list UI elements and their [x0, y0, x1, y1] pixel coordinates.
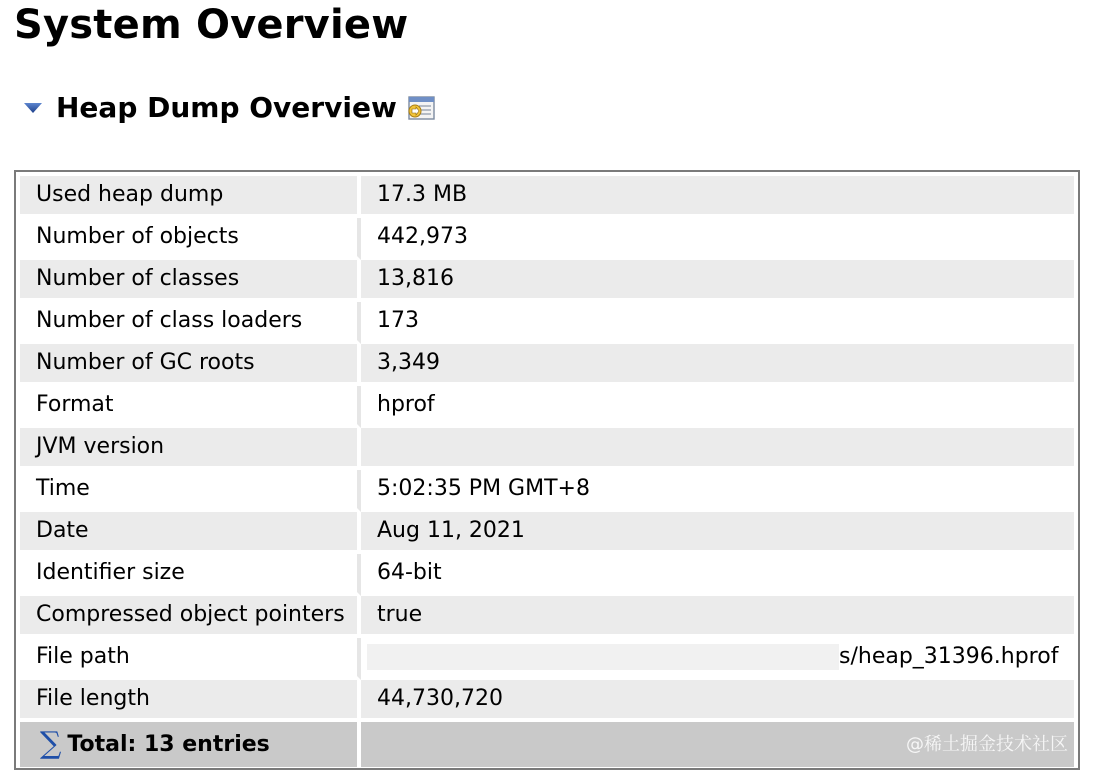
total-value-cell: [361, 722, 1074, 767]
page-title: System Overview: [14, 2, 409, 48]
row-value: true: [361, 596, 1074, 638]
table-row[interactable]: [20, 680, 1074, 722]
row-key: File path: [20, 638, 361, 680]
row-value: hprof: [361, 386, 1074, 428]
row-key: Number of GC roots: [20, 344, 361, 386]
table-row[interactable]: [20, 638, 1074, 680]
row-value: 3,349: [361, 344, 1074, 386]
sigma-icon: ∑: [40, 726, 62, 761]
table-row[interactable]: [20, 302, 1074, 344]
redacted-path: [367, 644, 839, 670]
table-row[interactable]: [20, 596, 1074, 638]
row-value: 13,816: [361, 260, 1074, 302]
row-key: File length: [20, 680, 361, 722]
row-value: Aug 11, 2021: [361, 512, 1074, 554]
row-value: 173: [361, 302, 1074, 344]
row-key: Number of class loaders: [20, 302, 361, 344]
table-row[interactable]: [20, 554, 1074, 596]
table-row[interactable]: [20, 344, 1074, 386]
row-value: 442,973: [361, 218, 1074, 260]
table-row[interactable]: [20, 470, 1074, 512]
export-details-icon[interactable]: [407, 94, 437, 122]
table-row[interactable]: [20, 176, 1074, 218]
row-key: Time: [20, 470, 361, 512]
watermark: @稀土掘金技术社区: [906, 733, 1068, 755]
section-title: Heap Dump Overview: [56, 91, 397, 124]
heap-dump-overview-header[interactable]: [20, 88, 437, 128]
row-value: 64-bit: [361, 554, 1074, 596]
table-row[interactable]: [20, 218, 1074, 260]
row-value: [361, 428, 1074, 470]
total-cell: [20, 722, 361, 767]
total-label: Total: 13 entries: [67, 732, 270, 757]
total-row: [20, 722, 1074, 767]
file-path-value: s/heap_31396.hprof: [839, 644, 1059, 669]
table-row[interactable]: [20, 512, 1074, 554]
row-key: Date: [20, 512, 361, 554]
row-value: 44,730,720: [361, 680, 1074, 722]
row-key: Identifier size: [20, 554, 361, 596]
row-value: [361, 638, 1074, 680]
table-row[interactable]: [20, 386, 1074, 428]
heap-dump-overview-table: [14, 170, 1080, 770]
table-row[interactable]: [20, 260, 1074, 302]
triangle-down-icon[interactable]: [20, 98, 46, 118]
row-value: 17.3 MB: [361, 176, 1074, 218]
row-key: Compressed object pointers: [20, 596, 361, 638]
row-key: Format: [20, 386, 361, 428]
row-value: 5:02:35 PM GMT+8: [361, 470, 1074, 512]
row-key: JVM version: [20, 428, 361, 470]
row-key: Used heap dump: [20, 176, 361, 218]
row-key: Number of objects: [20, 218, 361, 260]
row-key: Number of classes: [20, 260, 361, 302]
table-row[interactable]: [20, 428, 1074, 470]
